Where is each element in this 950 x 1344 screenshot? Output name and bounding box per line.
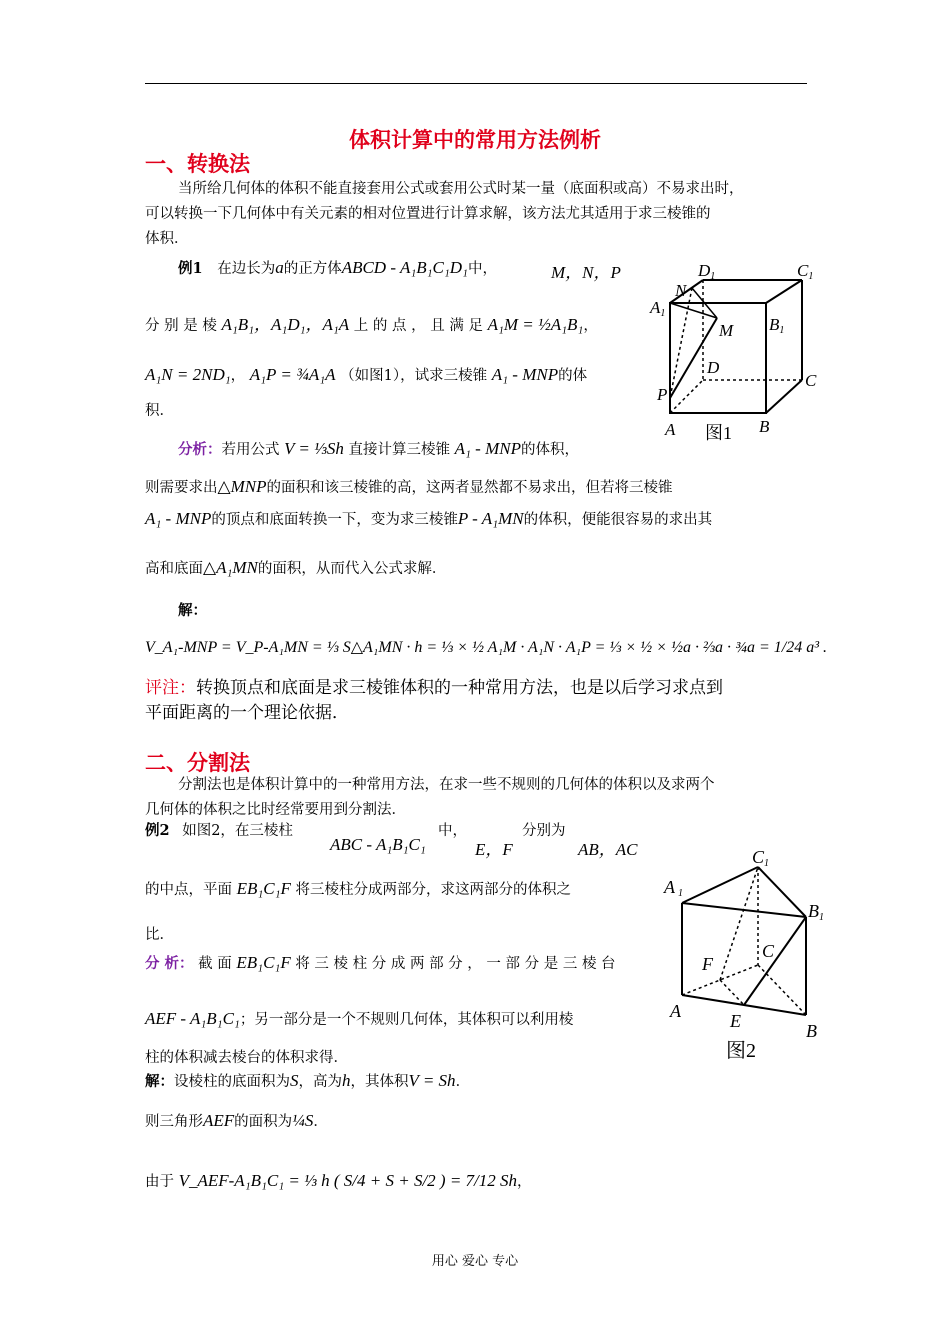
text: 高和底面 <box>145 561 203 577</box>
text: 的体积， <box>520 442 579 458</box>
math-pyramid: A₁ - MNP <box>145 509 212 528</box>
text: 的体积，便能很容易的求出其 <box>523 512 713 528</box>
example2-line2 <box>145 876 645 903</box>
text: ；另一部分是一个不规则几何体，其体积可以利用棱 <box>239 1012 574 1028</box>
solution1-label: 解： <box>178 602 207 619</box>
math-pyramid: A₁ - MNP <box>454 439 521 458</box>
figure1-cube <box>645 258 825 448</box>
example1-line4: 积． <box>145 403 174 419</box>
label-p: P <box>657 385 668 404</box>
analysis1-line3 <box>145 506 712 533</box>
analysis1-label: 分析： <box>178 441 222 458</box>
text: 如图2，在三棱柱 <box>182 823 293 839</box>
text: 的面积，从而代入公式求解． <box>257 561 447 577</box>
text: 中， <box>467 261 497 277</box>
s2-intro-line1: 分割法也是体积计算中的一种常用方法，在求一些不规则的几何体的体积以及求两个 <box>178 777 715 793</box>
example2-line3: 比． <box>145 927 174 943</box>
text: 直接计算三棱锥 <box>348 442 451 458</box>
section2-heading: 二、分割法 <box>145 750 250 775</box>
math-h: h <box>342 1071 351 1090</box>
label-e: E <box>730 1011 741 1031</box>
text: 将三棱柱分成两部分，求这两部分的体积之 <box>295 882 572 898</box>
math-a1n: A₁N = 2ND₁ <box>145 365 231 384</box>
label-c: C <box>762 941 775 961</box>
math-volume-formula: V = ⅓Sh <box>284 439 344 458</box>
example2-label: 例2 <box>145 822 170 839</box>
text: 则三角形 <box>145 1114 203 1130</box>
text: ， <box>583 318 598 334</box>
math-aef: AEF <box>203 1111 235 1130</box>
math-pyramid: A₁ - MNP <box>491 365 559 384</box>
edge-eb1 <box>744 917 806 1005</box>
edge-a1c1 <box>682 867 758 903</box>
math-edges-ab-ac: AB，AC <box>578 840 638 859</box>
math-prism: ABC - A₁B₁C₁ <box>330 835 426 854</box>
text: 分别为 <box>522 823 566 839</box>
math-cube: ABCD - A₁B₁C₁D₁ <box>341 258 468 277</box>
section1-heading: 一、转换法 <box>145 151 250 176</box>
math-s: S <box>290 1071 299 1090</box>
text: ，其体积 <box>350 1074 409 1090</box>
text: 中， <box>438 823 467 839</box>
text: 转换顶点和底面是求三棱锥体积的一种常用方法，也是以后学习求点到 <box>196 678 723 698</box>
math-pyramid2: P - A₁MN <box>457 509 524 528</box>
text: 截 面 <box>198 956 232 972</box>
math-a1p: A₁P = ¾A₁A <box>249 365 336 384</box>
figure2-caption: 图2 <box>726 1040 756 1062</box>
label-d: D <box>707 358 720 377</box>
note-line2: 平面距离的一个理论依据． <box>145 703 349 723</box>
label-f: F <box>702 954 713 974</box>
label-c1: C1 <box>752 847 770 869</box>
s1-intro-line2: 可以转换一下几何体中有关元素的相对位置进行计算求解，该方法尤其适用于求三棱锥的 <box>145 206 711 222</box>
math-quarter-s: ¼S <box>292 1111 314 1130</box>
figure2-prism <box>660 845 840 1065</box>
example1-line1 <box>178 255 497 282</box>
page-footer: 用心 爱心 专心 <box>431 1254 519 1269</box>
solution1-formula: V_A₁-MNP = V_P-A₁MN = ⅓ S△A₁MN · h = ⅓ × ½ A₁M · A₁N · A₁P = ⅓ × ½ × ½a · ⅔a · ¾a = 1/24 a³ . <box>145 639 828 656</box>
label-a1: A1 <box>650 298 666 319</box>
analysis1-line2 <box>145 474 672 501</box>
text: 的面积和该三棱锥的高，这两者显然都不易求出，但若将三棱锥 <box>266 480 673 496</box>
text: 则需要求出 <box>145 480 218 496</box>
label-a: A <box>665 420 676 439</box>
solution2-label: 解： <box>145 1073 174 1090</box>
label-m: M <box>719 321 734 340</box>
label-b1: B1 <box>769 315 785 336</box>
math-a1m: A₁M = ½A₁B₁ <box>487 315 584 334</box>
text: 设棱柱的底面积为 <box>174 1074 290 1090</box>
math-plane: EB₁C₁F <box>236 879 291 898</box>
text: 若用公式 <box>221 442 280 458</box>
math-edges: A₁B₁，A₁D₁，A₁A <box>221 315 350 334</box>
label-a: A <box>670 1001 681 1021</box>
analysis2-label: 分 析： <box>145 955 194 972</box>
label-a1: A 1 <box>664 877 683 899</box>
label-b: B <box>806 1021 817 1041</box>
solution2-line2 <box>145 1108 328 1135</box>
text: ． <box>455 1074 471 1090</box>
text: ，高为 <box>298 1074 342 1090</box>
math-triangle-a1mn: △A₁MN <box>203 558 258 577</box>
analysis1-line4 <box>145 555 446 582</box>
analysis2-line3: 柱的体积减去棱台的体积求得． <box>145 1050 348 1066</box>
label-b1: B1 <box>808 901 824 923</box>
analysis1-line1 <box>178 436 579 463</box>
math-v-sh: V = Sh <box>408 1071 456 1090</box>
text: 的中点，平面 <box>145 882 232 898</box>
solution2-line3 <box>145 1168 532 1195</box>
note-line1 <box>145 675 723 701</box>
edge-c1b1 <box>758 867 806 917</box>
text: 在边长为 <box>217 261 276 277</box>
math-a: a <box>275 258 284 277</box>
s1-intro-line1: 当所给几何体的体积不能直接套用公式或套用公式时某一量（底面积或高）不易求出时， <box>178 181 744 197</box>
text: 上 的 点 ， 且 满 足 <box>353 318 483 334</box>
label-b: B <box>759 417 770 436</box>
text: 的顶点和底面转换一下，变为求三棱锥 <box>211 512 458 528</box>
figure1-caption: 图1 <box>705 423 732 443</box>
label-n: N <box>675 281 687 300</box>
math-triangle-mnp: △MNP <box>217 477 267 496</box>
label-c: C <box>805 371 817 390</box>
edge-bc <box>766 380 802 413</box>
math-plane: EB₁C₁F <box>236 953 291 972</box>
text: （如图1），试求三棱锥 <box>340 368 488 384</box>
text: ． <box>313 1114 328 1130</box>
math-points-mnp: M，N，P <box>551 263 621 282</box>
hidden-edge-ad <box>670 380 703 413</box>
analysis2-line1 <box>145 950 645 977</box>
text: 的体 <box>558 368 588 384</box>
math-frustum: AEF - A₁B₁C₁ <box>145 1009 240 1028</box>
analysis2-line2 <box>145 1006 573 1033</box>
example2-line1 <box>145 818 293 844</box>
example1-label: 例1 <box>178 260 203 277</box>
text: ， <box>517 1174 532 1190</box>
text: 将 三 棱 柱 分 成 两 部 分 ， 一 部 分 是 三 棱 台 <box>295 956 616 972</box>
example1-line2 <box>145 312 635 339</box>
math-frustum-volume: V_AEF-A₁B₁C₁ = ⅓ h ( S/4 + S + S/2 ) = 7/12 Sh <box>178 1171 518 1190</box>
label-d1: D1 <box>698 261 716 282</box>
text: 由于 <box>145 1174 174 1190</box>
note-label: 评注： <box>145 678 196 698</box>
text: 的正方体 <box>283 261 342 277</box>
example1-line3: A₁N = 2ND₁， A₁P = ¾A₁A （如图1），试求三棱锥 A₁ - MNP的体 <box>145 365 588 384</box>
solution2-line1 <box>145 1068 470 1095</box>
s1-intro-line3: 体积． <box>145 231 189 247</box>
page-title: 体积计算中的常用方法例析 <box>349 127 601 152</box>
label-c1: C1 <box>797 261 814 282</box>
header-rule <box>145 83 807 84</box>
s2-intro-line2: 几何体的体积之比时经常要用到分割法． <box>145 802 406 818</box>
text: 的面积为 <box>234 1114 293 1130</box>
edge-b1c1 <box>766 280 802 303</box>
hidden-edge-fc1 <box>720 867 758 980</box>
math-points-ef: E，F <box>475 840 513 859</box>
text: 分 别 是 棱 <box>145 318 217 334</box>
